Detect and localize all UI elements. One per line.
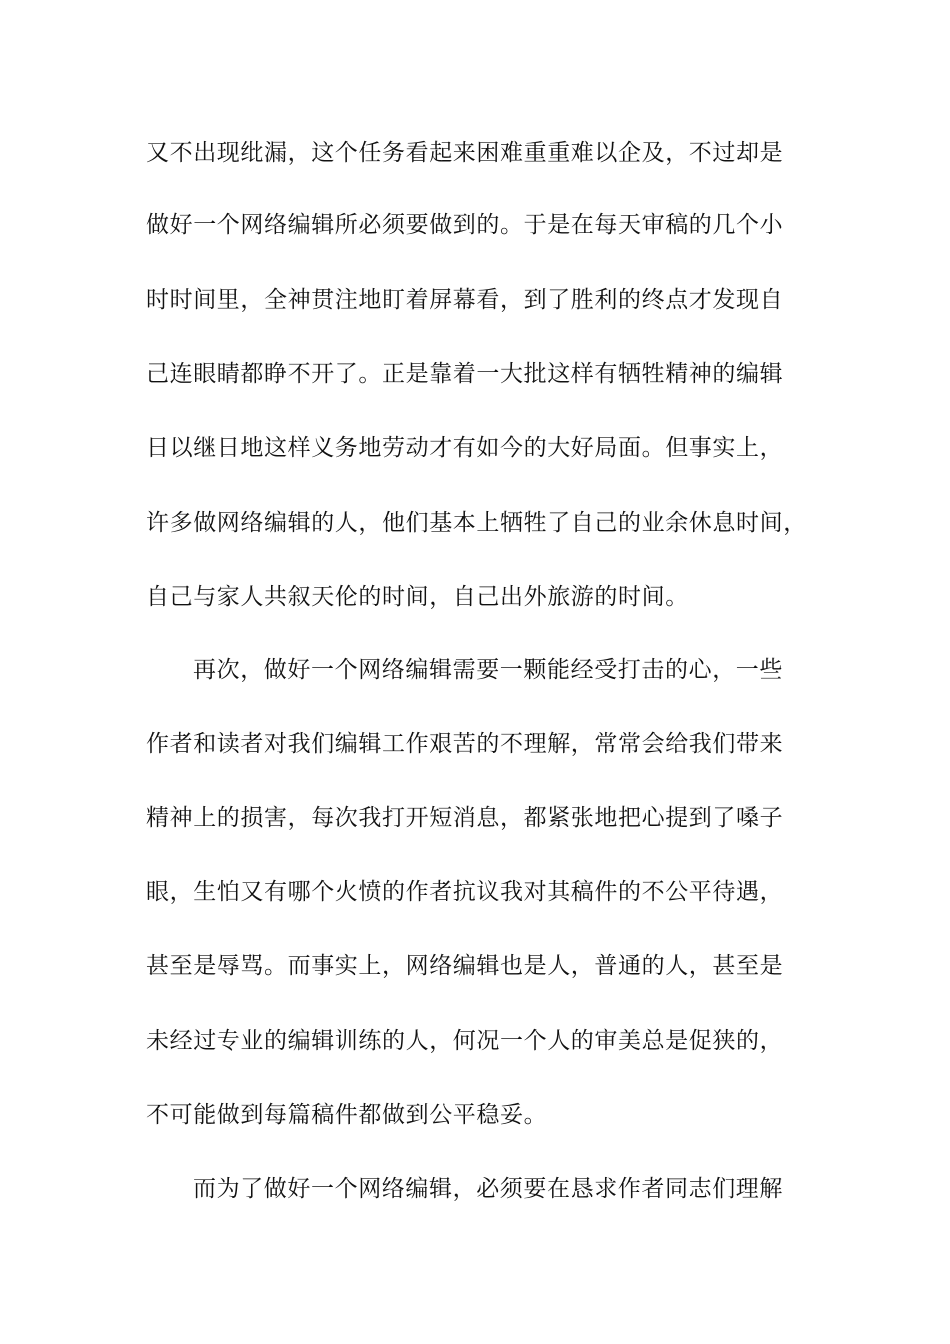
text-line: 时时间里，全神贯注地盯着屏幕看，到了胜利的终点才发现自 <box>146 287 784 313</box>
paragraph-start-line: 再次，做好一个网络编辑需要一颗能经受打击的心，一些 <box>193 657 783 683</box>
text-line: 精神上的损害，每次我打开短消息，都紧张地把心提到了嗓子 <box>146 805 784 831</box>
text-line: 甚至是辱骂。而事实上，网络编辑也是人，普通的人，甚至是 <box>146 953 784 979</box>
text-line: 日以继日地这样义务地劳动才有如今的大好局面。但事实上， <box>146 435 784 461</box>
text-line: 己连眼睛都睁不开了。正是靠着一大批这样有牺牲精神的编辑 <box>146 361 784 387</box>
text-line: 不可能做到每篇稿件都做到公平稳妥。 <box>146 1102 548 1128</box>
paragraph-start-line: 而为了做好一个网络编辑，必须要在恳求作者同志们理解 <box>193 1176 783 1202</box>
text-line: 眼，生怕又有哪个火愤的作者抗议我对其稿件的不公平待遇， <box>146 879 784 905</box>
text-line: 许多做网络编辑的人，他们基本上牺牲了自己的业余休息时间， <box>146 510 807 536</box>
text-line: 做好一个网络编辑所必须要做到的。于是在每天审稿的几个小 <box>146 212 784 238</box>
text-line: 作者和读者对我们编辑工作艰苦的不理解，常常会给我们带来 <box>146 731 784 757</box>
text-line: 自己与家人共叙天伦的时间，自己出外旅游的时间。 <box>146 584 689 610</box>
text-line: 未经过专业的编辑训练的人，何况一个人的审美总是促狭的， <box>146 1028 784 1054</box>
text-line: 又不出现纰漏，这个任务看起来困难重重难以企及，不过却是 <box>146 140 784 166</box>
